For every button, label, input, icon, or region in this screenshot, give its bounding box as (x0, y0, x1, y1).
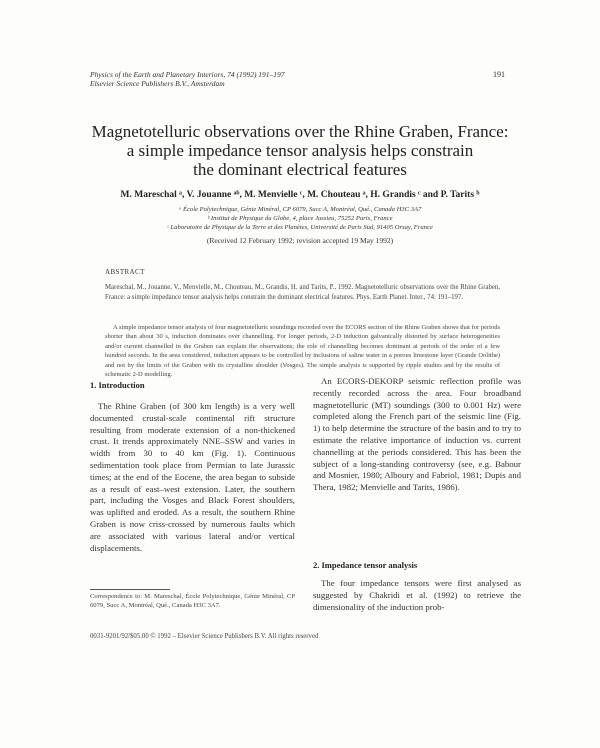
section-heading-impedance: 2. Impedance tensor analysis (313, 560, 418, 570)
received-dates: (Received 12 February 1992; revision accepted 19 May 1992) (206, 236, 394, 245)
correspondence-note: Correspondence to: M. Mareschal, École Polytechnique, Génie Minéral, CP 6079, Succ A, Montréal, Qué., Canada H3C 3A7. (90, 593, 295, 609)
ecors-paragraph: An ECORS-DEKORP seismic reflection profile was recently recorded across the area. Four broadband magnetotelluric (MT) soundings (300 to 0.001 Hz) were completed along the French part of the seismic line (Fig. 1) to help determine the structure of the basin and to try to estimate the relative importance of induction vs. current channelling at the periods considered. This has been the subject of a long-standing controversy (see, e.g. Babour and Mosnier, 1980; Alboury and Fabriol, 1981; Dupis and Thera, 1982; Menvielle and Tarits, 1986). (313, 376, 521, 493)
journal-citation-line: Physics of the Earth and Planetary Interiors, 74 (1992) 191–197 (90, 70, 285, 79)
page-number: 191 (493, 70, 505, 79)
author-list: M. Mareschal ᵃ, V. Jouanne ᵃᵇ, M. Menvielle ᶜ, M. Chouteau ᵃ, H. Grandis ᶜ and P. Tarits ᵇ (120, 190, 480, 200)
abstract-heading: ABSTRACT (105, 268, 145, 276)
affiliation-a: ᵃ École Polytechnique, Génie Minéral, CP 6079, Succ A, Montréal, Qué., Canada H3C 3A7 (178, 206, 422, 213)
title-line: a simple impedance tensor analysis helps constrain (126, 141, 474, 160)
title-line: the dominant electrical features (193, 160, 407, 179)
affiliation-c: ᶜ Laboratoire de Physique de la Terre et des Planètes, Université de Paris Sud, 91405 Orsay, France (167, 224, 433, 231)
section-heading-introduction: 1. Introduction (90, 380, 145, 390)
paper-title (60, 122, 540, 179)
affiliation-b: ᵇ Institut de Physique du Globe, 4, place Jussieu, 75252 Paris, France (207, 215, 393, 222)
footnote-divider (90, 589, 170, 590)
copyright-footer: 0031-9201/92/$05.00 © 1992 – Elsevier Science Publishers B.V. All rights reserved (90, 633, 319, 640)
abstract-body: A simple impedance tensor analysis of four magnetotelluric soundings recorded over the ECORS section of the Rhine Graben shows that for periods shorter than about 30 s, induction dominates over channelling. For longer periods, 2-D induction galvanically distorted by surface heterogeneities and/or current channelled in the Graben can explain the observations; the role of channelling becomes dominant at periods of the order of a few hundred seconds. In the area considered, induction appears to be controlled by inclusions of saline water in a porous limestone layer (Grande Oolithe) and not by the limits of the Graben with its crystalline shoulder (Vosges). The simple analysis is supported by ripple studies and by the results of schematic 2-D modelling. (105, 324, 500, 379)
title-line: Magnetotelluric observations over the Rhine Graben, France: (91, 122, 509, 141)
impedance-paragraph: The four impedance tensors were first analysed as suggested by Chakridi et al. (1992) to retrieve the dimensionality of the induction prob- (313, 578, 521, 612)
citation-text: Mareschal, M., Jouanne, V., Menvielle, M., Chouteau, M., Grandis, H. and Tarits, P., 1992. Magnetotelluric observations over the Rhine Graben, France: a simple impedance tensor analysis helps constrain the dominant electrical features. Phys. Earth Planet. Inter., 74: 191–197. (105, 284, 500, 301)
introduction-paragraph: The Rhine Graben (of 300 km length) is a very well documented crustal-scale continental rift structure resulting from moderate extension of a non-thickened crust. It trends approximately NNE–SSW and varies in width from 30 to 40 km (Fig. 1). Continuous sedimentation took place from Permian to late Jurassic times; at the end of the Eocene, the area began to subside as a result of east–west extension. Later, the southern part, including the Vosges and Black Forest shoulders, was uplifted and eroded. As a result, the southern Rhine Graben is now criss-crossed by numerous faults which are associated with various lateral and/or vertical displacements. (90, 401, 295, 553)
publisher-line: Elsevier Science Publishers B.V., Amsterdam (90, 79, 225, 88)
journal-header (90, 70, 285, 88)
